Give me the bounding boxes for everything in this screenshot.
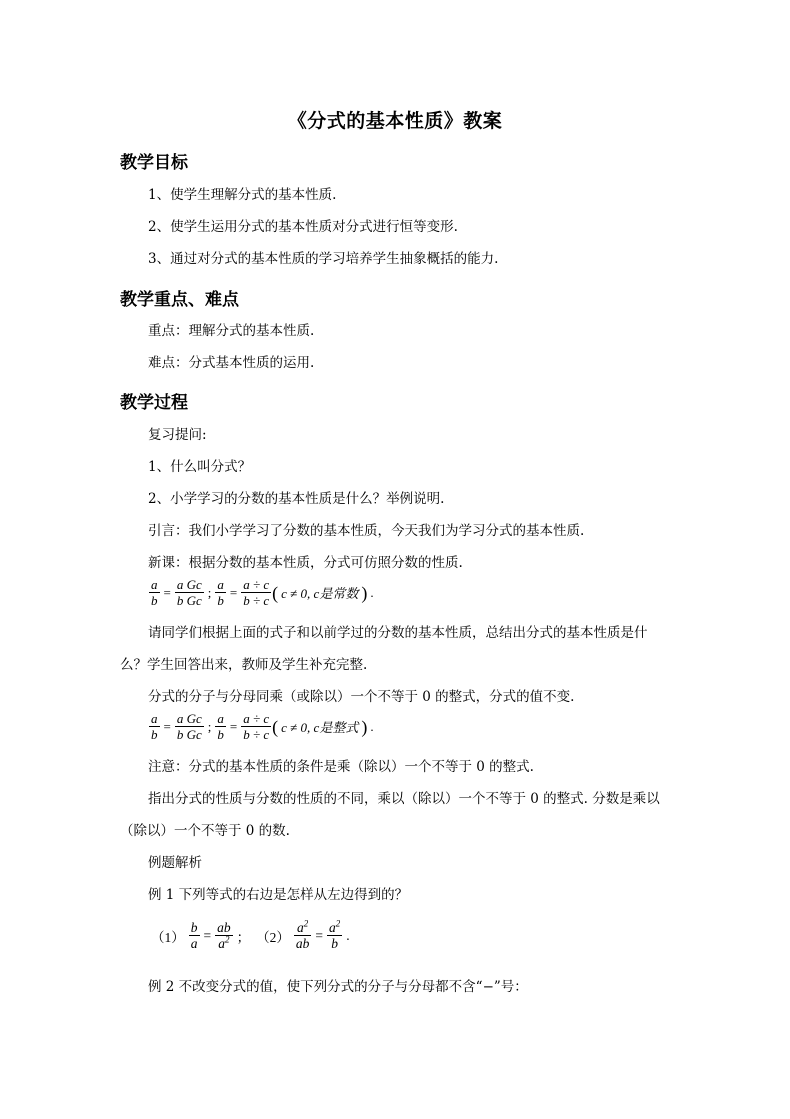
examples-heading: 例题解析 [148,855,202,871]
fraction: $\frac{a^2}{b}$ [329,918,341,951]
example-2-text: 例 2 不改变分式的值，使下列分式的分子与分母都不含“−”号： [148,979,528,995]
heading-key-points: 教学重点、难点 [120,290,239,310]
fraction: $\frac{a^2}{ab}$ [295,918,310,951]
fraction: $\frac{a}{b}$ [217,711,224,742]
formula-fraction-property-number: $\frac{a}{b}$ = $\frac{\text{a Gc}}{\text{b Gc}}$ ; $\frac{a}{b}$ = $\frac{a \div c}{b \div c}$ ( c ≠ 0, c是常数 ) . [151,577,374,608]
fraction: $\frac{a \div c}{b \div c}$ [243,577,270,608]
fraction: $\frac{ab}{a^2}$ [217,920,231,951]
fraction: $\frac{b}{a}$ [190,920,198,951]
formula-fraction-property-polynomial: $\frac{a}{b}$ = $\frac{\text{a Gc}}{\text{b Gc}}$ ; $\frac{a}{b}$ = $\frac{a \div c}{b \div c}$ ( c ≠ 0, c是整式 ) . [151,711,374,742]
example-1-formulas: （1） $\frac{b}{a}$ = $\frac{ab}{a^2}$ ； （2） $\frac{a^2}{ab}$ = $\frac{a^2}{b}$ . [151,918,350,951]
difficulty-text: 难点：分式基本性质的运用. [148,355,315,371]
fraction: $\frac{a \div c}{b \div c}$ [243,711,270,742]
intro-text: 引言：我们小学学习了分数的基本性质，今天我们为学习分式的基本性质. [148,523,585,539]
heading-goals: 教学目标 [120,153,188,173]
question-1: 1、什么叫分式？ [148,459,252,475]
condition-text: c ≠ 0, c是整式 [281,720,359,735]
goal-item: 3、通过对分式的基本性质的学习培养学生抽象概括的能力. [148,251,499,267]
fraction: $\frac{a}{b}$ [217,577,224,608]
focus-text: 重点：理解分式的基本性质. [148,323,315,339]
note-text: 注意：分式的基本性质的条件是乘（除以）一个不等于 0 的整式. [148,759,534,775]
example-1-text: 例 1 下列等式的右边是怎样从左边得到的？ [148,887,409,903]
new-lesson-text: 新课：根据分数的基本性质，分式可仿照分数的性质. [148,555,463,571]
fraction: $\frac{\text{a Gc}}{\text{b Gc}}$ [176,711,202,742]
ask-line-2: 么？学生回答出来，教师及学生补充完整. [120,657,368,673]
fraction: $\frac{a}{b}$ [151,711,158,742]
review-text: 复习提问: [148,427,207,443]
goal-item: 2、使学生运用分式的基本性质对分式进行恒等变形. [148,219,458,235]
ask-line-1: 请同学们根据上面的式子和以前学过的分数的基本性质，总结出分式的基本性质是什 [148,625,648,641]
fraction: $\frac{a}{b}$ [151,577,158,608]
document-title: 《分式的基本性质》教案 [287,110,503,132]
question-2: 2、小学学习的分数的基本性质是什么？举例说明. [148,491,445,507]
condition-text: c ≠ 0, c是常数 [281,586,359,601]
heading-process: 教学过程 [120,393,188,413]
difference-line-1: 指出分式的性质与分数的性质的不同，乘以（除以）一个不等于 0 的整式. 分数是乘以 [148,791,660,807]
rule-text: 分式的分子与分母同乘（或除以）一个不等于 0 的整式，分式的值不变. [148,689,575,705]
goal-item: 1、使学生理解分式的基本性质. [148,187,337,203]
difference-line-2: （除以）一个不等于 0 的数. [120,823,290,839]
fraction: $\frac{\text{a Gc}}{\text{b Gc}}$ [176,577,202,608]
